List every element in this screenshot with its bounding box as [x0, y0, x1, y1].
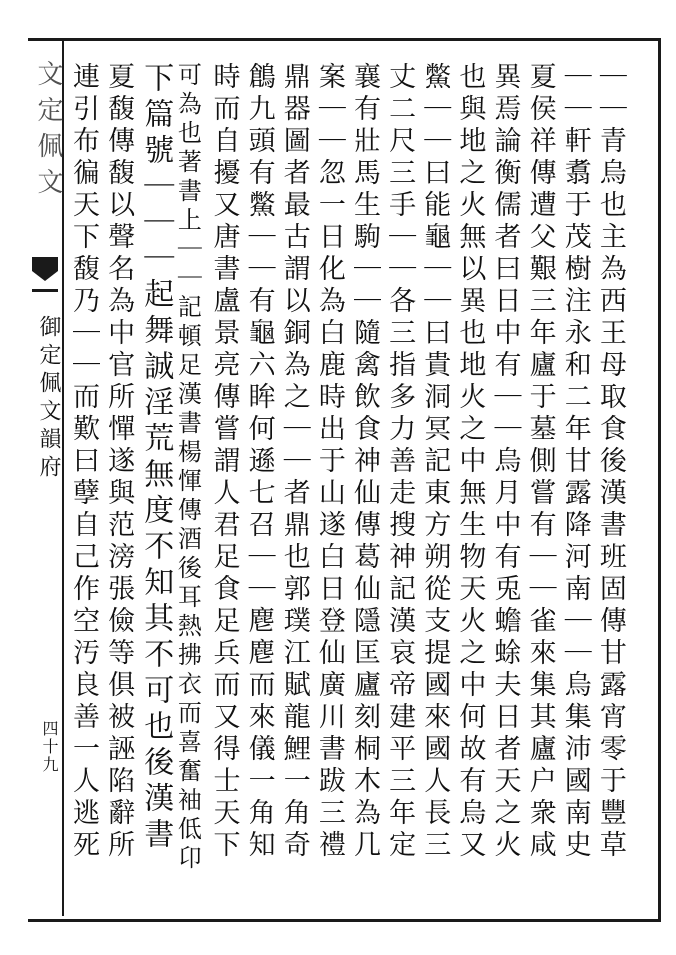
- text-column: ｜｜青烏也主為西王母取食後漢書班固傳甘露宵零于豐草: [594, 62, 626, 862]
- text-column: 夏侯祥傳遭父艱三年廬于墓側嘗有｜｜雀來集其廬户衆咸: [524, 62, 556, 862]
- text-column: 時而自擾又唐書盧景亮傳嘗謂人君足食足兵而又得士天下: [208, 62, 240, 862]
- text-column: 也與地之火無以異也地火之中無生物天火之中何故有烏又: [454, 62, 486, 862]
- text-column: 鱉｜｜曰能龜｜｜曰貴洞冥記東方朔從支提國來國人長三: [419, 62, 451, 862]
- folio-number: 四十九: [40, 720, 59, 774]
- margin-header-text: 文定佩文: [33, 60, 63, 204]
- text-column: 異焉論衡儒者曰日中有｜｜烏月中有兎蟾蜍夫日者天之火: [489, 62, 521, 862]
- text-column: 夏馥傳馥以聲名為中官所憚遂與范滂張儉等俱被誣陷辭所: [103, 62, 135, 862]
- text-column: 下篇號｜｜｜起舞誠淫荒無度不知其不可也後漢書: [138, 62, 174, 854]
- text-column: 襄有壯馬生駒｜｜隨禽飲食神仙傳葛仙隱匡廬刻桐木為几: [349, 62, 380, 862]
- book-title: 御定佩文韻府: [36, 315, 61, 483]
- text-column: 丈二尺三手｜｜各三指多力善走搜神記漢哀帝建平三年定: [384, 62, 416, 862]
- fish-tail-mark-icon: [30, 255, 60, 299]
- text-column: 鶬九頭有鱉｜｜有龜六眸何遜七召｜｜麀麀而來儀一角知: [243, 62, 275, 862]
- text-column: 可為也著書上｜｜記頓足漢書楊惲傳酒後耳熱拂衣而喜奮袖低卬: [173, 62, 202, 874]
- text-column: ｜｜軒翥于茂樹注永和二年甘露降河南｜｜烏集沛國南史: [559, 62, 591, 862]
- text-column: 連引布徧天下馥乃｜｜而歎曰孽自己作空汚良善一人逃死: [68, 62, 99, 862]
- text-column: 鼎器圖者最古謂以銅為之｜｜者鼎也郭璞江賦龍鯉一角奇: [278, 62, 310, 862]
- text-column: 案｜｜忽一日化為白鹿時出于山遂白日登仙廣川書跋三禮: [313, 62, 345, 862]
